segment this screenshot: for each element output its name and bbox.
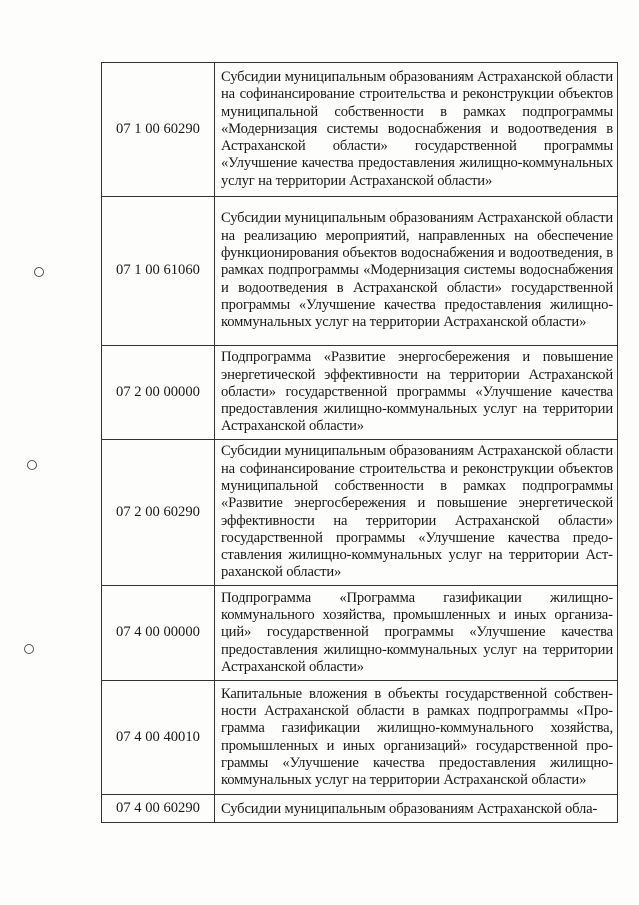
description-cell: Субсидии муниципальным образованиям Астраханской области на софинансирование строительства и реконструкции объектов муниципальной собственности в рамках подпрограммы «Развитие энергосбережения и повышение энергетической эффективности на территории Астраханской области» государственной программы «Улучшение качества предоставления жилищно-коммунальных услуг на территории Астраханской области» (215, 440, 618, 586)
budget-code-cell: 07 2 00 00000 (102, 346, 215, 440)
table-row (102, 346, 618, 440)
description-cell: Подпрограмма «Развитие энергосбережения и повышение энергетической эффективности на территории Астраханской области» государственной программы «Улучшение качества предоставления жилищно-коммунальных услуг на территории Астраханской области» (215, 346, 618, 440)
description-cell: Подпрограмма «Программа газификации жилищно-коммунального хозяйства, промышленных и иных организаций» государственной программы «Улучшение качества предоставления жилищно-коммунальных услуг на территории Астраханской области» (215, 586, 618, 681)
binder-hole-mark (27, 460, 37, 470)
budget-code-cell: 07 1 00 61060 (102, 197, 215, 346)
budget-code-cell: 07 1 00 60290 (102, 63, 215, 197)
budget-code-cell: 07 2 00 60290 (102, 440, 215, 586)
budget-classification-table (101, 62, 618, 823)
table-row (102, 681, 618, 795)
description-cell: Субсидии муниципальным образованиям Астраханской области на софинансирование строительства и реконструкции объектов муниципальной собственности в рамках подпрограммы «Модернизация системы водоснабжения и водоотведения в Астраханской области» государственной программы «Улучшение качества предоставления жилищно-коммунальных услуг на территории Астраханской области» (215, 63, 618, 197)
description-cell: Субсидии муниципальным образованиям Астраханской области на реализацию мероприятий, направленных на обеспечение функционирования объектов водоснабжения и водоотведения, в рамках подпрограммы «Модернизация системы водоснабжения и водоотведения в Астраханской области» государственной программы «Улучшение качества предоставления жилищно-коммунальных услуг на территории Астраханской области» (215, 197, 618, 346)
table-row (102, 795, 618, 823)
description-cell: Субсидии муниципальным образованиям Астраханской обла- (215, 795, 618, 823)
table-row (102, 586, 618, 681)
table-row (102, 197, 618, 346)
budget-code-cell: 07 4 00 00000 (102, 586, 215, 681)
binder-hole-mark (24, 644, 34, 654)
budget-code-cell: 07 4 00 60290 (102, 795, 215, 823)
table-row (102, 440, 618, 586)
binder-hole-mark (34, 267, 44, 277)
description-cell: Капитальные вложения в объекты государственной собственности Астраханской области в рамках подпрограммы «Программа газификации жилищно-коммунального хозяйства, промышленных и иных организаций» государственной программы «Улучшение качества предоставления жилищно-коммунальных услуг на территории Астраханской области» (215, 681, 618, 795)
table-row (102, 63, 618, 197)
budget-code-cell: 07 4 00 40010 (102, 681, 215, 795)
